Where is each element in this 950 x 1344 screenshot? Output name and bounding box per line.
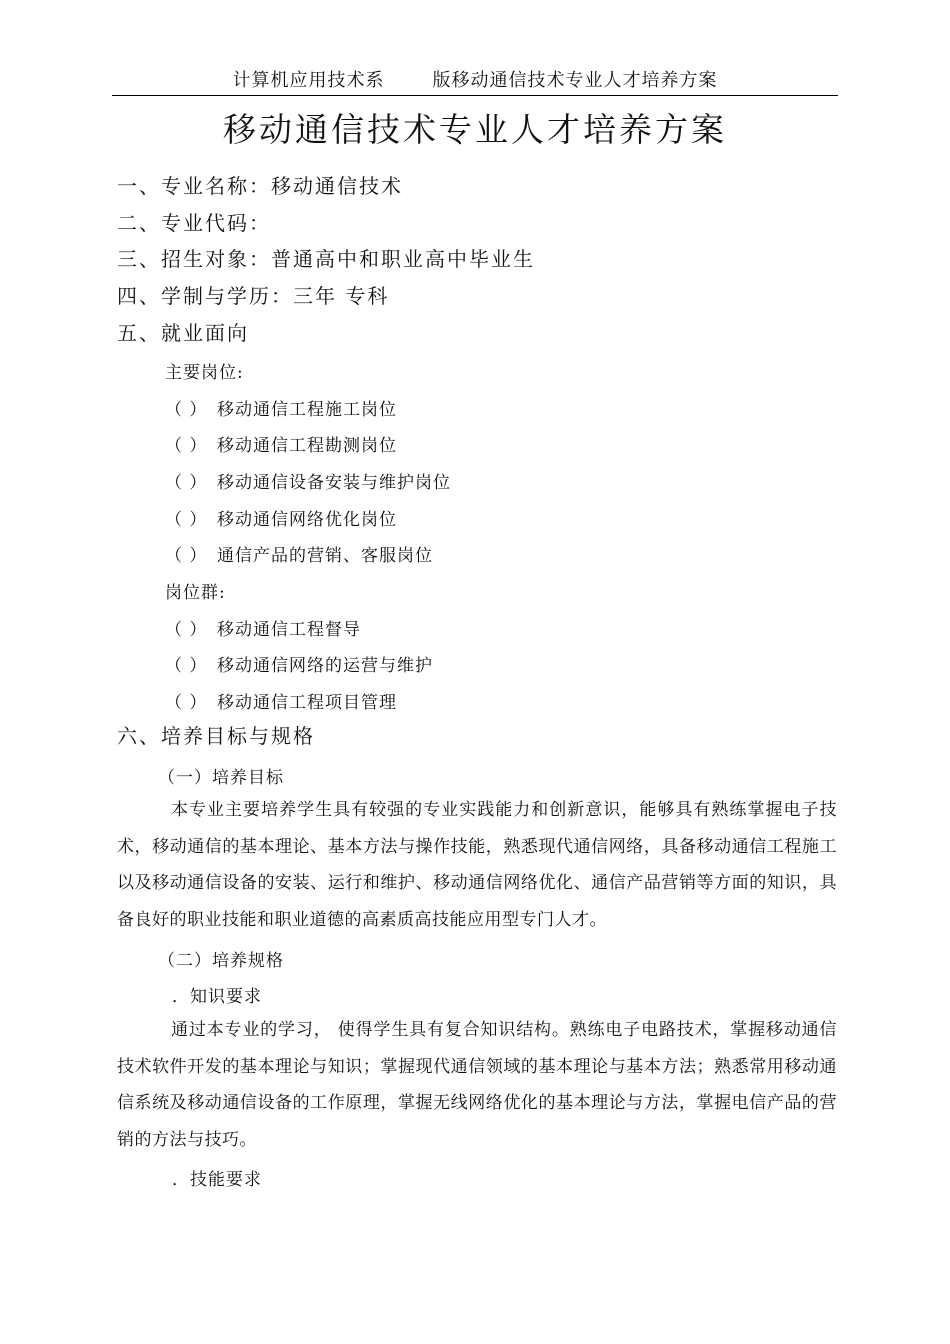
- list-item: （ ） 移动通信设备安装与维护岗位: [165, 473, 451, 493]
- list-item: （ ） 移动通信网络优化岗位: [165, 510, 397, 530]
- knowledge-label: ．知识要求: [172, 987, 262, 1007]
- header-doc-title: 版移动通信技术专业人才培养方案: [432, 70, 718, 91]
- list-item: （ ） 移动通信工程项目管理: [165, 693, 397, 713]
- knowledge-paragraph: 通过本专业的学习， 使得学生具有复合知识结构。熟练电子电路技术，掌握移动通信技术软件开发的基本理论与知识；掌握现代通信领域的基本理论与基本方法；熟悉常用移动通信系统及移动通信设备的工作原理，掌握无线网络优化的基本理论与方法，掌握电信产品的营销的方法与技巧。: [117, 1020, 837, 1150]
- section-employment: 五、就业面向: [117, 321, 249, 345]
- list-item: （ ） 移动通信工程督导: [165, 620, 361, 640]
- main-positions-label: 主要岗位:: [165, 363, 244, 383]
- goal-paragraph: 本专业主要培养学生具有较强的专业实践能力和创新意识，能够具有熟练掌握电子技术，移动通信的基本理论、基本方法与操作技能，熟悉现代通信网络，具备移动通信工程施工以及移动通信设备的安装、运行和维护、移动通信网络优化、通信产品营销等方面的知识，具备良好的职业技能和职业道德的高素质高技能应用型专门人才。: [117, 800, 837, 930]
- list-item: （ ） 移动通信工程施工岗位: [165, 400, 397, 420]
- list-item: （ ） 移动通信工程勘测岗位: [165, 436, 397, 456]
- page-header: [0, 66, 950, 92]
- header-rule: [112, 95, 838, 96]
- document-title: 移动通信技术专业人才培养方案: [223, 110, 727, 149]
- section-major-code: 二、专业代码：: [117, 211, 271, 235]
- list-item: （ ） 移动通信网络的运营与维护: [165, 656, 433, 676]
- skill-label: ．技能要求: [172, 1170, 262, 1190]
- section-major-name: 一、专业名称：移动通信技术: [117, 174, 403, 198]
- subsection-spec: （二）培养规格: [158, 951, 284, 971]
- section-goals: 六、培养目标与规格: [117, 724, 315, 748]
- section-enrollment: 三、招生对象：普通高中和职业高中毕业生: [117, 247, 535, 271]
- header-dept: 计算机应用技术系: [232, 70, 385, 91]
- list-item: （ ） 通信产品的营销、客服岗位: [165, 546, 433, 566]
- section-duration: 四、学制与学历：三年 专科: [117, 284, 390, 308]
- position-group-label: 岗位群:: [165, 583, 226, 603]
- subsection-goal: （一）培养目标: [158, 768, 284, 788]
